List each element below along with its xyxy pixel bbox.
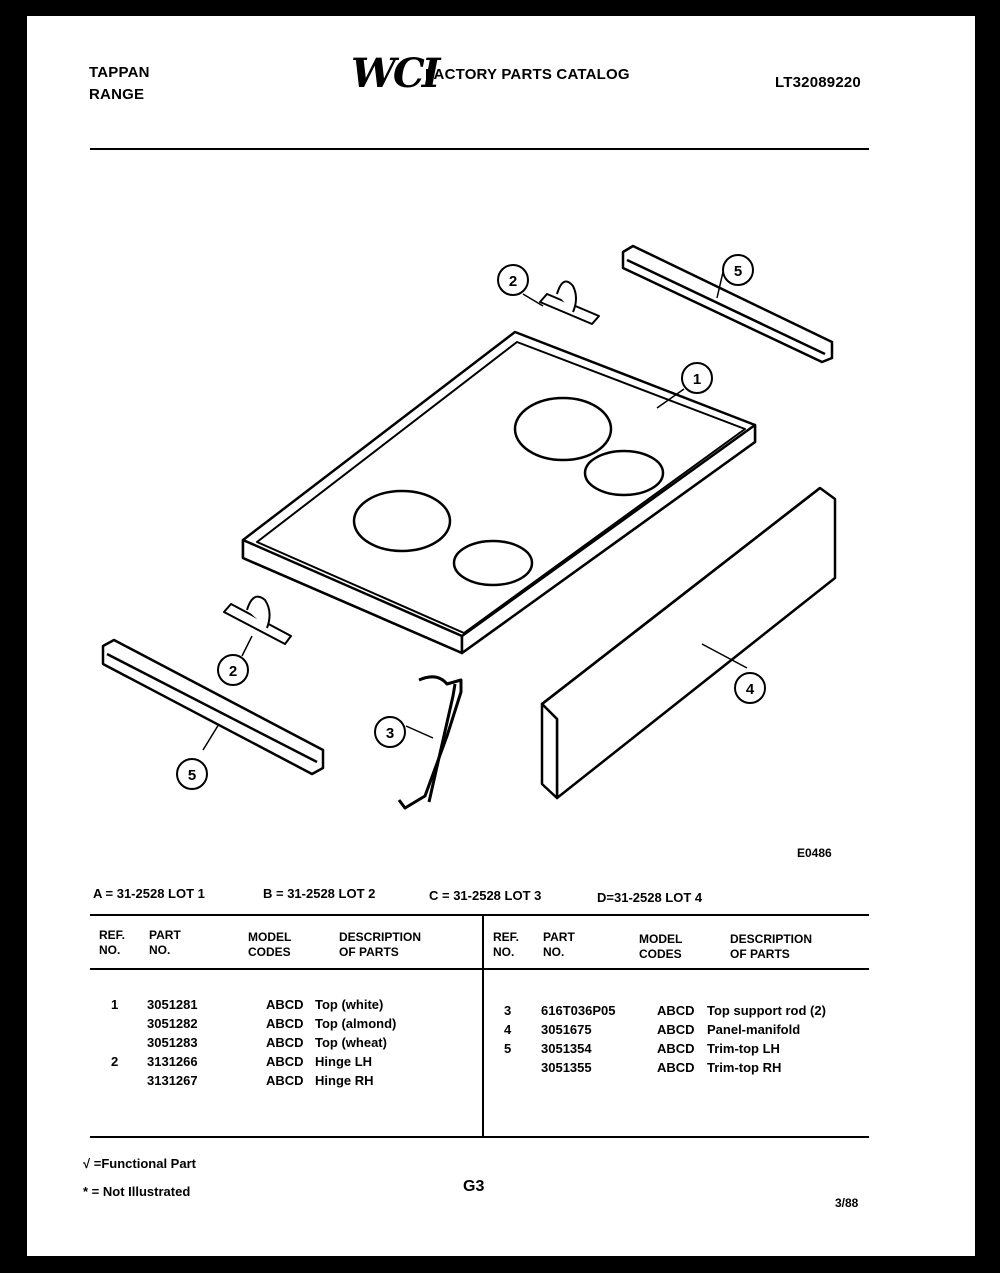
svg-text:4: 4 (745, 681, 755, 698)
callout-2-rear (498, 265, 528, 295)
header-ref-right: REF. NO. (493, 930, 520, 959)
header-desc-right: DESCRIPTION OF PARTS (730, 932, 813, 961)
table-bottom-rule (90, 1136, 869, 1138)
hinge-rear (540, 282, 599, 325)
table-top-rule (90, 914, 869, 916)
svg-text:2: 2 (228, 663, 238, 680)
table-header-rule (90, 968, 869, 970)
not-illustrated-legend: * = Not Illustrated (83, 1184, 191, 1199)
exploded-parts-diagram (27, 16, 975, 856)
header-model-right: MODEL CODES (639, 932, 683, 961)
header-part-left: PART NO. (149, 928, 181, 957)
svg-text:5: 5 (733, 263, 743, 280)
lot-d: D=31-2528 LOT 4 (597, 890, 703, 905)
callout-2-front (218, 655, 248, 685)
svg-text:5: 5 (187, 767, 197, 784)
callout-3 (375, 717, 405, 747)
wci-logo: WCI (351, 50, 438, 97)
callout-1 (682, 363, 712, 393)
header-ref-left: REF. NO. (99, 928, 126, 957)
header-model-left: MODEL CODES (248, 930, 292, 959)
figure-code: E0486 (797, 846, 832, 860)
table-divider (482, 914, 484, 1136)
model-number: LT32089220 (775, 74, 861, 91)
brand-line-2: RANGE (89, 86, 145, 103)
lot-b: B = 31-2528 LOT 2 (263, 886, 376, 901)
page-code: G3 (463, 1178, 485, 1195)
svg-text:2: 2 (508, 273, 518, 290)
catalog-date: 3/88 (835, 1196, 859, 1210)
header-part-right: PART NO. (543, 930, 575, 959)
callout-5-front (177, 759, 207, 789)
svg-text:1: 1 (692, 371, 702, 388)
functional-part-legend: √ =Functional Part (83, 1156, 196, 1171)
lot-c: C = 31-2528 LOT 3 (429, 888, 542, 903)
brand-line-1: TAPPAN (89, 64, 150, 81)
header-desc-left: DESCRIPTION OF PARTS (339, 930, 422, 959)
trim-top-front (103, 640, 323, 774)
callout-4 (735, 673, 765, 703)
catalog-title: FACTORY PARTS CATALOG (425, 66, 630, 83)
top-support-rod (399, 677, 461, 808)
hinge-front (224, 597, 291, 644)
svg-text:3: 3 (385, 725, 395, 742)
catalog-page: TAPPAN RANGE WCI FACTORY PARTS CATALOG LT32089220 1 2 2 3 4 5 5 E0486 A = 31-2528 LOT 1 B = 31-2528 LOT 2 C = 31-2528 LOT 3 D=31-2528 LOT 4 REF. NO. PART NO. MODEL CODES DESCRIPTION OF PARTS REF. NO. PART NO. MODEL CODES DESCRIPTION OF PARTS 1 3051281 ABCD Top (white) 3051282 ABCD Top (almond) 3051283 ABCD Top (wheat) 2 3131266 ABCD Hinge LH 3131267 ABCD Hinge RH 3 616T036P05 ABCD Top support rod (2) 4 3051675 ABCD Panel-manifold 5 3051354 ABCD Trim-top LH 3051355 ABCD Trim-top RH √ =Functional Part * = Not Illustrated G3 3/88 (27, 16, 975, 1256)
lot-a: A = 31-2528 LOT 1 (93, 886, 205, 901)
callout-5-rear (723, 255, 753, 285)
